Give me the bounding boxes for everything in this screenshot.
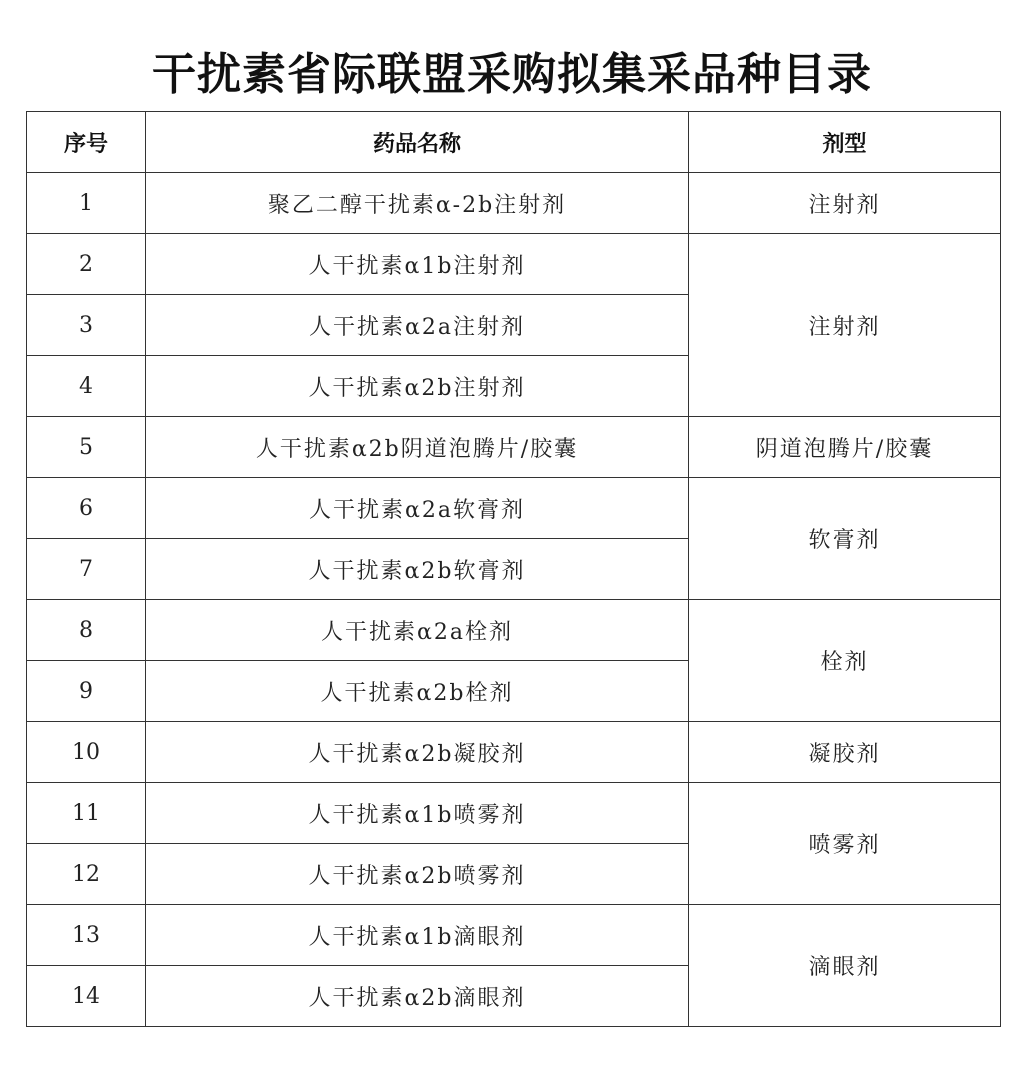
drug-name-cell: 人干扰素α1b滴眼剂 [146,905,689,966]
drug-name-cell: 人干扰素α2a注射剂 [146,295,689,356]
serial-number-cell: 5 [27,417,146,478]
serial-number-cell: 1 [27,173,146,234]
drug-name-cell: 聚乙二醇干扰素α-2b注射剂 [146,173,689,234]
drug-name-cell: 人干扰素α2b阴道泡腾片/胶囊 [146,417,689,478]
dosage-form-cell: 软膏剂 [689,478,1001,600]
table-row [27,600,1001,661]
table-row [27,478,1001,539]
drug-name-cell: 人干扰素α1b注射剂 [146,234,689,295]
table-row [27,905,1001,966]
serial-number-cell: 6 [27,478,146,539]
dosage-form-cell: 阴道泡腾片/胶囊 [689,417,1001,478]
drug-name-cell: 人干扰素α2a软膏剂 [146,478,689,539]
serial-number-cell: 11 [27,783,146,844]
serial-number-cell: 9 [27,661,146,722]
drug-name-cell: 人干扰素α2b滴眼剂 [146,966,689,1027]
header-serial-number: 序号 [27,112,146,173]
serial-number-cell: 2 [27,234,146,295]
table-row [27,722,1001,783]
serial-number-cell: 7 [27,539,146,600]
table-body [27,173,1001,1027]
serial-number-cell: 12 [27,844,146,905]
dosage-form-cell: 滴眼剂 [689,905,1001,1027]
table-header-row [27,112,1001,173]
header-dosage-form: 剂型 [689,112,1001,173]
drug-name-cell: 人干扰素α2a栓剂 [146,600,689,661]
table-row [27,173,1001,234]
drug-name-cell: 人干扰素α2b软膏剂 [146,539,689,600]
serial-number-cell: 8 [27,600,146,661]
header-drug-name: 药品名称 [146,112,689,173]
serial-number-cell: 13 [27,905,146,966]
table-row [27,234,1001,295]
dosage-form-cell: 注射剂 [689,173,1001,234]
dosage-form-cell: 注射剂 [689,234,1001,417]
drug-name-cell: 人干扰素α2b喷雾剂 [146,844,689,905]
drug-name-cell: 人干扰素α1b喷雾剂 [146,783,689,844]
serial-number-cell: 4 [27,356,146,417]
drug-name-cell: 人干扰素α2b栓剂 [146,661,689,722]
drug-catalog-table [26,111,1001,1027]
drug-name-cell: 人干扰素α2b注射剂 [146,356,689,417]
serial-number-cell: 10 [27,722,146,783]
dosage-form-cell: 喷雾剂 [689,783,1001,905]
dosage-form-cell: 凝胶剂 [689,722,1001,783]
serial-number-cell: 14 [27,966,146,1027]
document-title: 干扰素省际联盟采购拟集采品种目录 [152,49,872,101]
table-row [27,783,1001,844]
table-row [27,417,1001,478]
dosage-form-cell: 栓剂 [689,600,1001,722]
serial-number-cell: 3 [27,295,146,356]
drug-name-cell: 人干扰素α2b凝胶剂 [146,722,689,783]
